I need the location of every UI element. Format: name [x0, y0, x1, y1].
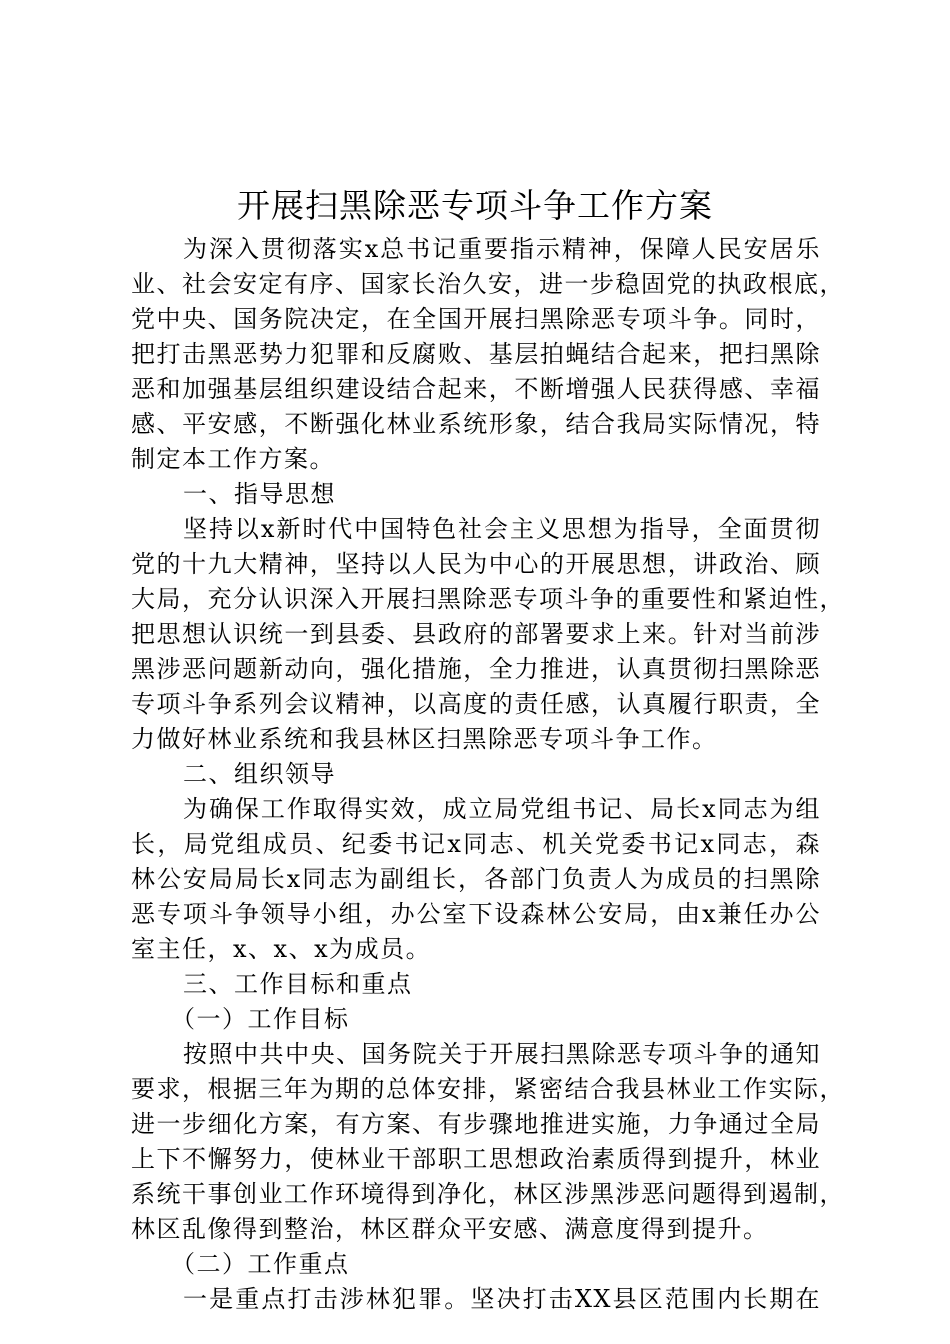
text-line: 黑涉恶问题新动向，强化措施，全力推进，认真贯彻扫黑除恶 — [131, 655, 821, 683]
text-line: 要求，根据三年为期的总体安排，紧密结合我县林业工作实际， — [131, 1075, 845, 1103]
text-line: 为确保工作取得实效，成立局党组书记、局长x同志为组 — [183, 795, 821, 823]
text-line: 一是重点打击涉林犯罪。坚决打击XX县区范围内长期在 — [183, 1285, 821, 1313]
text-line: 党中央、国务院决定，在全国开展扫黑除恶专项斗争。同时， — [131, 305, 821, 333]
document-body — [131, 232, 845, 1317]
text-line: 上下不懈努力，使林业干部职工思想政治素质得到提升，林业 — [131, 1145, 821, 1173]
text-line: 党的十九大精神，坚持以人民为中心的开展思想，讲政治、顾 — [131, 550, 821, 578]
text-line: 大局，充分认识深入开展扫黑除恶专项斗争的重要性和紧迫性， — [131, 585, 845, 613]
text-line: 进一步细化方案，有方案、有步骤地推进实施，力争通过全局 — [131, 1110, 821, 1138]
text-line: 感、平安感，不断强化林业系统形象，结合我局实际情况，特 — [131, 410, 821, 438]
text-line: 专项斗争系列会议精神，以高度的责任感，认真履行职责，全 — [131, 690, 821, 718]
subsection-heading: （二）工作重点 — [171, 1250, 350, 1278]
text-line: 坚持以x新时代中国特色社会主义思想为指导，全面贯彻 — [183, 515, 821, 543]
text-line: 按照中共中央、国务院关于开展扫黑除恶专项斗争的通知 — [183, 1040, 821, 1068]
text-line: 恶专项斗争领导小组，办公室下设森林公安局，由x兼任办公 — [131, 900, 821, 928]
subsection-heading: （一）工作目标 — [171, 1005, 350, 1033]
text-line: 为深入贯彻落实x总书记重要指示精神，保障人民安居乐 — [183, 235, 821, 263]
text-line: 室主任，x、x、x为成员。 — [131, 935, 432, 963]
section-heading: 三、工作目标和重点 — [183, 970, 413, 998]
text-line: 恶和加强基层组织建设结合起来，不断增强人民获得感、幸福 — [131, 375, 821, 403]
text-line: 业、社会安定有序、国家长治久安，进一步稳固党的执政根底， — [131, 270, 845, 298]
section-heading: 二、组织领导 — [183, 760, 336, 788]
text-line: 把思想认识统一到县委、县政府的部署要求上来。针对当前涉 — [131, 620, 821, 648]
text-line: 力做好林业系统和我县林区扫黑除恶专项斗争工作。 — [131, 725, 718, 753]
text-line: 林区乱像得到整治，林区群众平安感、满意度得到提升。 — [131, 1215, 769, 1243]
text-line: 把打击黑恶势力犯罪和反腐败、基层拍蝇结合起来，把扫黑除 — [131, 340, 821, 368]
text-line: 林公安局局长x同志为副组长，各部门负责人为成员的扫黑除 — [131, 865, 821, 893]
document-title: 开展扫黑除恶专项斗争工作方案 — [237, 186, 713, 225]
text-line: 长，局党组成员、纪委书记x同志、机关党委书记x同志，森 — [131, 830, 821, 858]
text-line: 系统干事创业工作环境得到净化，林区涉黑涉恶问题得到遏制， — [131, 1180, 845, 1208]
text-line: 制定本工作方案。 — [131, 445, 335, 473]
section-heading: 一、指导思想 — [183, 480, 336, 508]
